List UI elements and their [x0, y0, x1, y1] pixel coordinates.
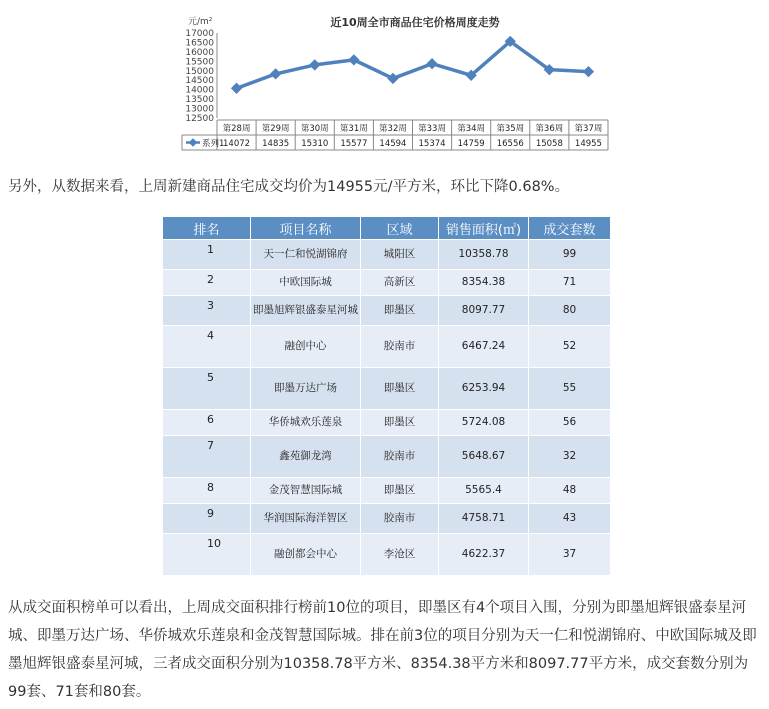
header-district: 区域 — [361, 217, 439, 240]
x-category-label: 第37周 — [574, 124, 603, 134]
units-cell: 48 — [529, 478, 611, 504]
x-category-label: 第31周 — [339, 124, 368, 134]
y-tick-label: 13000 — [185, 104, 214, 115]
table-row — [163, 296, 611, 326]
table-row — [163, 240, 611, 270]
table-row — [163, 368, 611, 410]
project-name-cell: 华润国际海洋智区 — [251, 504, 361, 534]
summary-paragraph: 另外，从数据来看，上周新建商品住宅成交均价为14955元/平方米，环比下降0.68%。 — [8, 179, 570, 195]
data-value-label: 15058 — [535, 139, 563, 149]
area-cell: 8354.38 — [439, 270, 529, 296]
y-axis — [185, 29, 217, 124]
units-cell: 56 — [529, 410, 611, 436]
data-point — [387, 73, 398, 84]
chart-unit-label: 元/m² — [188, 17, 213, 27]
project-name-cell: 融创都会中心 — [251, 534, 361, 576]
project-name-cell: 天一仁和悦湖锦府 — [251, 240, 361, 270]
table-row — [163, 270, 611, 296]
series-line — [237, 41, 589, 88]
y-tick-label: 17000 — [185, 29, 214, 39]
project-name-cell: 即墨旭辉银盛泰星河城 — [251, 296, 361, 326]
district-cell: 即墨区 — [361, 478, 439, 504]
series-points — [231, 36, 594, 94]
area-cell: 5724.08 — [439, 410, 529, 436]
district-cell: 即墨区 — [361, 368, 439, 410]
units-cell: 55 — [529, 368, 611, 410]
district-cell: 胶南市 — [361, 436, 439, 478]
district-cell: 即墨区 — [361, 296, 439, 326]
x-category-label: 第33周 — [418, 124, 446, 134]
district-cell: 胶南市 — [361, 504, 439, 534]
x-category-label: 第32周 — [379, 124, 407, 134]
district-cell: 胶南市 — [361, 326, 439, 368]
x-category-label: 第28周 — [222, 124, 251, 134]
data-value-label: 15577 — [340, 139, 368, 149]
data-value-label: 14835 — [262, 139, 290, 149]
area-cell: 8097.77 — [439, 296, 529, 326]
project-name-cell: 融创中心 — [251, 326, 361, 368]
project-name-cell: 华侨城欢乐莲泉 — [251, 410, 361, 436]
units-cell: 99 — [529, 240, 611, 270]
data-value-label: 16556 — [496, 139, 524, 149]
legend-label: 系列1 — [202, 139, 225, 149]
area-cell: 5648.67 — [439, 436, 529, 478]
rank-cell: 3 — [163, 296, 251, 326]
district-cell: 即墨区 — [361, 410, 439, 436]
header-project: 项目名称 — [251, 217, 361, 240]
y-tick-label: 14000 — [185, 85, 214, 96]
district-cell: 城阳区 — [361, 240, 439, 270]
x-category-label: 第36周 — [535, 124, 564, 134]
data-value-label: 14072 — [223, 139, 251, 149]
y-tick-label: 16500 — [185, 38, 214, 49]
table-row — [163, 504, 611, 534]
header-rank: 排名 — [163, 217, 251, 240]
data-point — [583, 66, 594, 77]
y-tick-label: 15000 — [185, 66, 214, 77]
area-cell: 10358.78 — [439, 240, 529, 270]
y-tick-label: 14500 — [185, 76, 214, 87]
project-name-cell: 金茂智慧国际城 — [251, 478, 361, 504]
table-row — [163, 534, 611, 576]
x-category-label: 第34周 — [457, 124, 486, 134]
x-category-label: 第30周 — [300, 124, 329, 134]
data-point — [309, 59, 320, 70]
units-cell: 32 — [529, 436, 611, 478]
area-cell: 4622.37 — [439, 534, 529, 576]
rank-cell: 4 — [163, 326, 251, 368]
district-cell: 高新区 — [361, 270, 439, 296]
data-point — [426, 58, 437, 69]
rank-cell: 6 — [163, 410, 251, 436]
chart-data-table — [182, 120, 608, 150]
data-value-label: 14594 — [379, 139, 407, 149]
analysis-paragraph: 从成交面积榜单可以看出，上周成交面积排行榜前10位的项目，即墨区有4个项目入围，分别为即墨旭辉银盛泰星河城、即墨万达广场、华侨城欢乐莲泉和金茂智慧国际城。排在前3位的项目分别为天一仁和悦湖锦府、中欧国际城及即墨旭辉银盛泰星河城，三者成交面积分别为10358.78平方米、8354.38平方米和8097.77平方米，成交套数分别为99套、71套和80套。 — [8, 600, 757, 700]
rank-cell: 7 — [163, 436, 251, 478]
x-category-label: 第35周 — [496, 124, 525, 134]
units-cell: 52 — [529, 326, 611, 368]
area-cell: 5565.4 — [439, 478, 529, 504]
district-cell: 李沧区 — [361, 534, 439, 576]
data-point — [270, 68, 281, 79]
rank-cell: 10 — [163, 534, 251, 576]
data-value-label: 15374 — [418, 139, 446, 149]
rank-cell: 5 — [163, 368, 251, 410]
x-category-label: 第29周 — [261, 124, 290, 134]
header-area: 销售面积(㎡) — [439, 217, 529, 240]
units-cell: 71 — [529, 270, 611, 296]
project-name-cell: 中欧国际城 — [251, 270, 361, 296]
y-tick-label: 16000 — [185, 47, 214, 58]
data-value-label: 14955 — [574, 139, 602, 149]
series-polyline — [237, 41, 589, 88]
units-cell: 37 — [529, 534, 611, 576]
table-row — [163, 478, 611, 504]
units-cell: 80 — [529, 296, 611, 326]
rank-cell: 8 — [163, 478, 251, 504]
area-cell: 6253.94 — [439, 368, 529, 410]
table-row — [163, 326, 611, 368]
chart-title: 近10周全市商品住宅价格周度走势 — [330, 16, 500, 29]
area-cell: 4758.71 — [439, 504, 529, 534]
rank-cell: 2 — [163, 270, 251, 296]
project-name-cell: 鑫苑御龙湾 — [251, 436, 361, 478]
table-header-row — [163, 217, 611, 240]
legend-key — [186, 138, 224, 149]
area-cell: 6467.24 — [439, 326, 529, 368]
price-trend-chart — [180, 0, 610, 158]
data-value-label: 15310 — [301, 139, 329, 149]
sales-ranking-table — [162, 216, 611, 576]
units-cell: 43 — [529, 504, 611, 534]
header-units: 成交套数 — [529, 217, 611, 240]
rank-cell: 9 — [163, 504, 251, 534]
y-tick-label: 13500 — [185, 95, 214, 106]
table-row — [163, 410, 611, 436]
project-name-cell: 即墨万达广场 — [251, 368, 361, 410]
rank-cell: 1 — [163, 240, 251, 270]
y-tick-label: 12500 — [185, 114, 214, 124]
table-row — [163, 436, 611, 478]
y-tick-label: 15500 — [185, 57, 214, 68]
data-point — [231, 83, 242, 94]
data-value-label: 14759 — [457, 139, 485, 149]
data-point — [348, 54, 359, 65]
